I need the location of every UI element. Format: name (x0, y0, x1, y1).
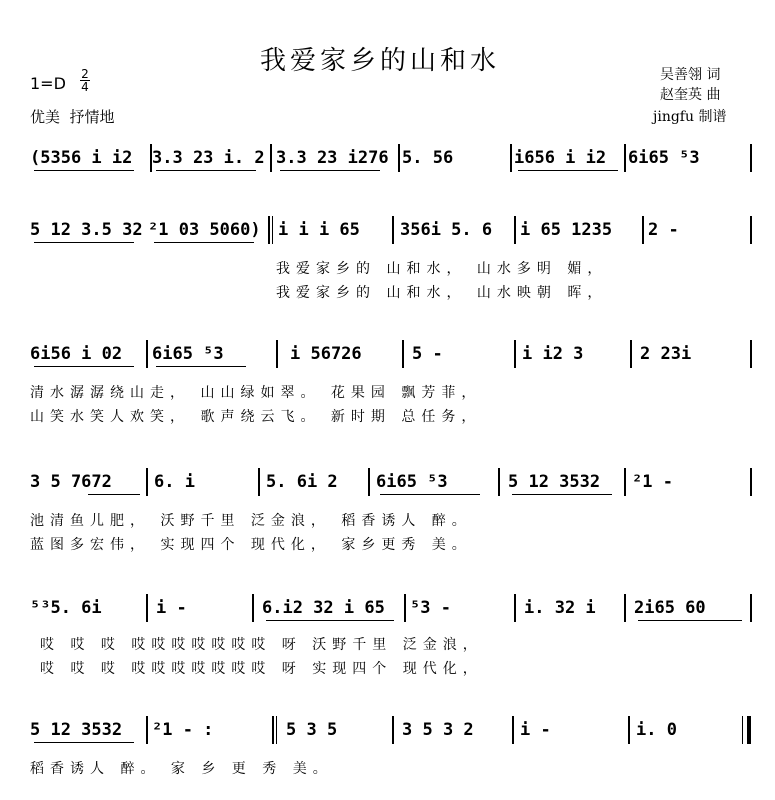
measure: 6. i (154, 472, 195, 492)
measure: 5. 6i 2 (266, 472, 338, 492)
measure: 5 12 3532 (30, 720, 123, 740)
lyric-verse-1: 稻香诱人 醉。 家 乡 更 秀 美。 (30, 761, 333, 777)
measure: 2i65 60 (634, 598, 706, 618)
measure: 356i 5. 6 (400, 220, 493, 240)
measure: i i i 65 (278, 220, 360, 240)
measure: i - (156, 598, 187, 618)
measure: 3 5 7672 (30, 472, 112, 492)
notation-row-6 (28, 716, 752, 756)
measure: 3.3 23 i276 (276, 148, 389, 168)
measure: 6.i2 32 i 65 (262, 598, 385, 618)
lyric-verse-2: 哎 哎 哎 哎哎哎哎哎哎哎 呀 实现四个 现代化， (40, 661, 483, 677)
measure: i 56726 (290, 344, 362, 364)
measure: 6i65 ⁵3 (376, 472, 448, 492)
measure: ⁵³5. 6i (30, 598, 102, 618)
notation-row-3 (28, 340, 752, 380)
time-signature (80, 68, 90, 93)
measure: i. 32 i (524, 598, 596, 618)
lyric-verse-1: 我爱家乡的 山和水， 山水多明 媚， (276, 261, 608, 277)
measure: i i2 3 (522, 344, 584, 364)
lyric-verse-2: 蓝图多宏伟， 实现四个 现代化， 家乡更秀 美。 (30, 537, 472, 553)
lyric-verse-1: 哎 哎 哎 哎哎哎哎哎哎哎 呀 沃野千里 泛金浪， (40, 637, 483, 653)
notation-row-2 (28, 216, 752, 256)
notation-row-1 (28, 144, 752, 184)
measure: (5356 i i2 (30, 148, 133, 168)
lyric-verse-1: 池清鱼儿肥， 沃野千里 泛金浪， 稻香诱人 醉。 (30, 513, 472, 529)
key-signature: 1=D (30, 74, 66, 93)
measure: ²1 - (632, 472, 673, 492)
measure: 5 12 3.5 32 (30, 220, 143, 240)
composer: 赵奎英 曲 (660, 87, 721, 103)
lyric-verse-2: 我爱家乡的 山和水， 山水映朝 晖， (276, 285, 608, 301)
time-signature-bottom: 4 (81, 80, 89, 94)
measure: 5 3 5 (286, 720, 338, 740)
measure: 5 - (412, 344, 443, 364)
measure: 6i65 ⁵3 (628, 148, 700, 168)
measure: 6i56 i 02 (30, 344, 123, 364)
measure: i 65 1235 (520, 220, 613, 240)
measure: i656 i i2 (514, 148, 607, 168)
lyricist: 吴善翎 词 (660, 67, 721, 83)
measure: ⁵3 - (410, 598, 451, 618)
tempo-mood: 优美 抒情地 (30, 108, 115, 126)
measure: 2 23i (640, 344, 692, 364)
measure: 5. 56 (402, 148, 454, 168)
measure: 3 5 3 2 (402, 720, 474, 740)
notation-row-5 (28, 594, 752, 634)
lyric-verse-1: 清水潺潺绕山走， 山山绿如翠。 花果园 飘芳菲， (30, 385, 482, 401)
measure: 6i65 ⁵3 (152, 344, 224, 364)
notation-row-4 (28, 468, 752, 508)
measure: ²1 - : (152, 720, 214, 740)
notation-credit: jingfu 制谱 (653, 109, 727, 125)
measure: ²1 03 5060) (148, 220, 261, 240)
time-signature-top: 2 (81, 67, 89, 81)
measure: 5 12 3532 (508, 472, 601, 492)
measure: 2 - (648, 220, 679, 240)
measure: i. 0 (636, 720, 677, 740)
song-title: 我爱家乡的山和水 (260, 46, 501, 76)
lyric-verse-2: 山笑水笑人欢笑， 歌声绕云飞。 新时期 总任务， (30, 409, 482, 425)
measure: i - (520, 720, 551, 740)
measure: 3.3 23 i. 2 (152, 148, 265, 168)
